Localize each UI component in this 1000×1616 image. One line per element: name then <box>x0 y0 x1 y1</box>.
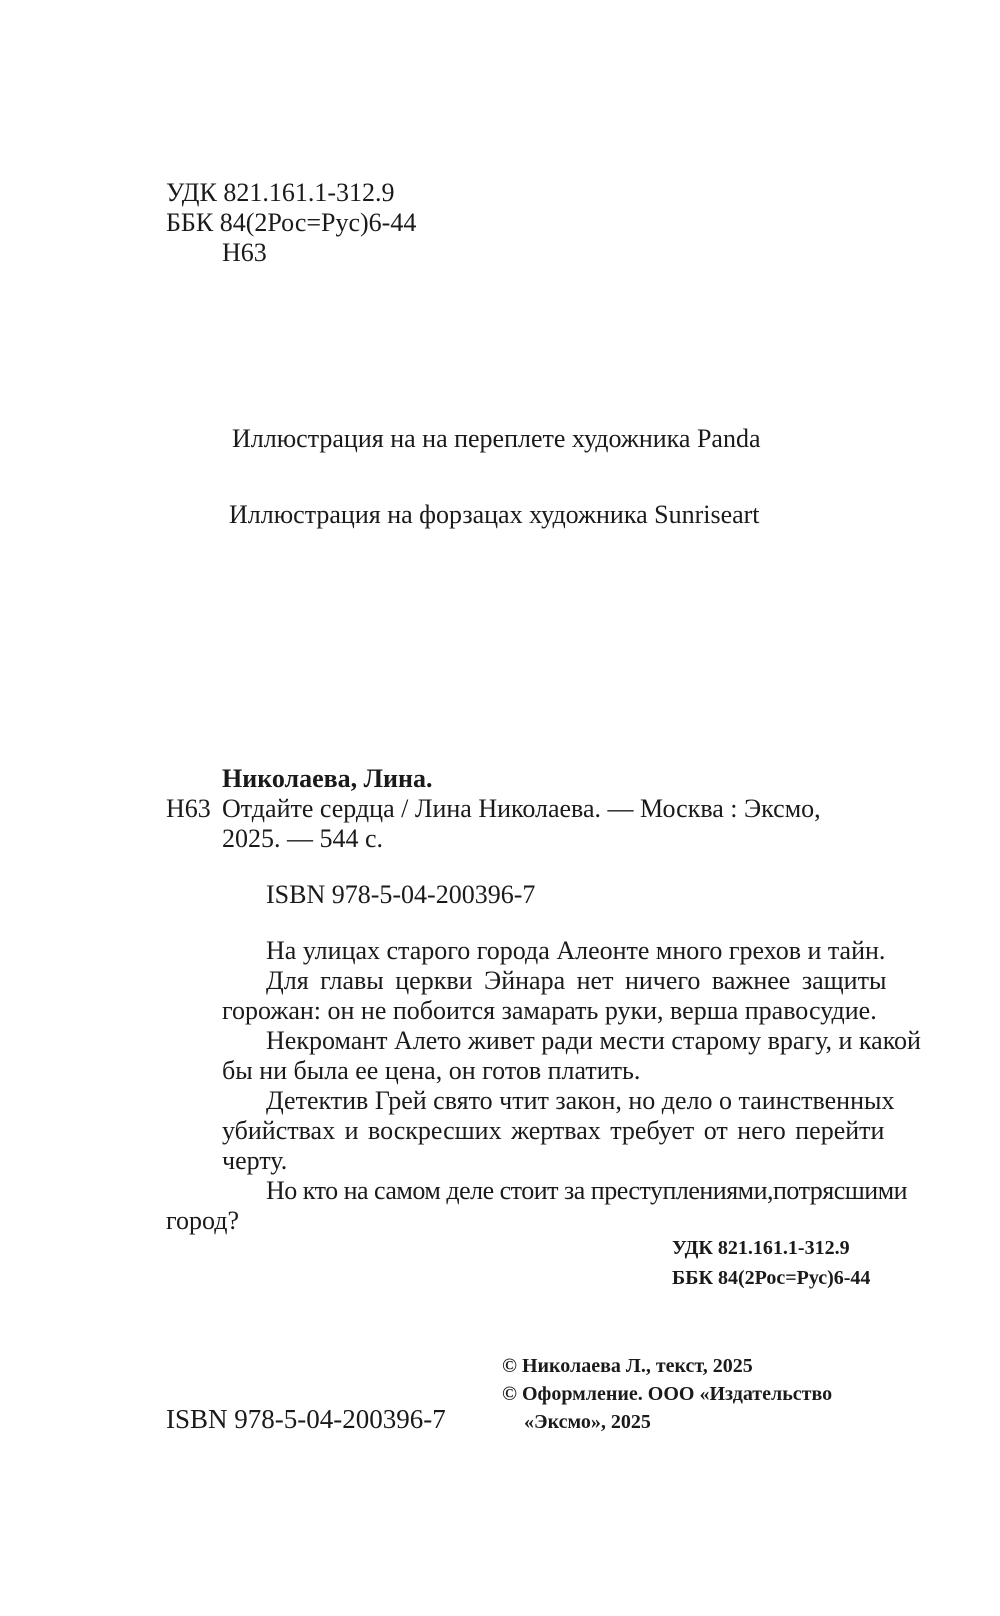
bbk-code-bottom: ББК 84(2Рос=Рус)6-44 <box>672 1267 871 1289</box>
author-mark-top: Н63 <box>222 238 267 267</box>
annotation-line: горожан: он не побоится замарать руки, верша правосудие. <box>222 996 877 1025</box>
bbk-code-top: ББК 84(2Рос=Рус)6-44 <box>166 208 417 237</box>
annotation-line: убийствах и воскресших жертвах требует от него перейти <box>222 1116 885 1145</box>
annotation-line: город? <box>166 1206 240 1235</box>
copyright-design-cont: «Эксмо», 2025 <box>524 1411 651 1433</box>
udk-code-bottom: УДК 821.161.1-312.9 <box>672 1237 850 1259</box>
author-heading: Николаева, Лина. <box>222 764 433 793</box>
annotation-line: Но кто на самом деле стоит за преступлениями,потрясшими <box>266 1176 908 1205</box>
annotation-line: На улицах старого города Алеонте много грехов и тайн. <box>266 936 886 965</box>
title-statement: Отдайте сердца / Лина Николаева. — Москва : Эксмо, <box>222 794 821 823</box>
annotation-line: черту. <box>222 1146 288 1175</box>
annotation-line: бы ни была ее цена, он готов платить. <box>222 1056 641 1085</box>
publication-details: 2025. — 544 с. <box>222 824 384 853</box>
copyright-text: © Николаева Л., текст, 2025 <box>502 1355 753 1377</box>
cover-illustration-credit: Иллюстрация на на переплете художника Panda <box>232 424 761 453</box>
annotation-line: Для главы церкви Эйнара нет ничего важнее защиты <box>266 966 887 995</box>
udk-code-top: УДК 821.161.1-312.9 <box>166 178 395 207</box>
endpaper-illustration-credit: Иллюстрация на форзацах художника Sunriseart <box>229 500 760 529</box>
isbn-footer: ISBN 978-5-04-200396-7 <box>166 1404 446 1434</box>
author-mark-record: Н63 <box>166 794 211 823</box>
copyright-design: © Оформление. ООО «Издательство <box>502 1383 833 1405</box>
annotation-line: Некромант Алето живет ради мести старому врагу, и какой <box>266 1026 921 1055</box>
annotation-line: Детектив Грей свято чтит закон, но дело о таинственных <box>266 1086 895 1115</box>
isbn-record: ISBN 978-5-04-200396-7 <box>266 880 536 909</box>
